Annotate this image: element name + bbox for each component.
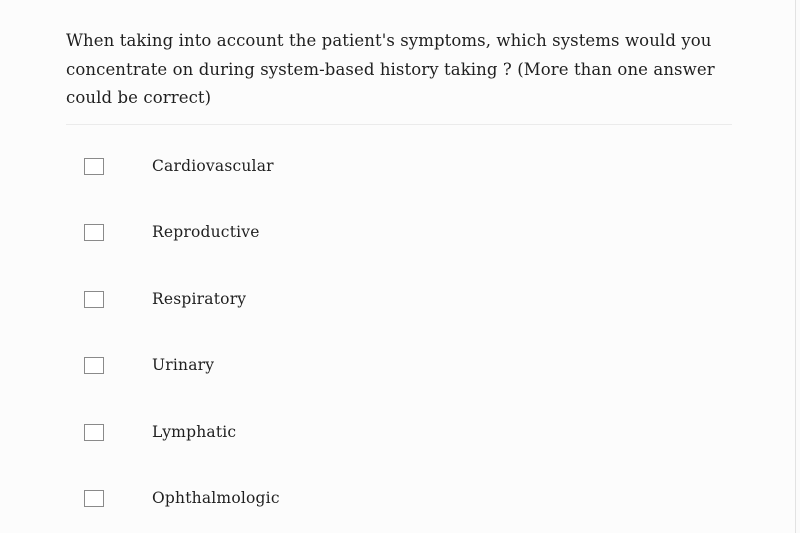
checkbox[interactable] (84, 158, 104, 175)
option-label: Ophthalmologic (152, 489, 280, 507)
checkbox[interactable] (84, 424, 104, 441)
checkbox[interactable] (84, 224, 104, 241)
option-label: Respiratory (152, 290, 247, 308)
option-label: Cardiovascular (152, 157, 274, 175)
option-label: Urinary (152, 356, 215, 374)
option-label: Reproductive (152, 223, 260, 241)
divider (66, 124, 732, 125)
option-cardiovascular[interactable] (84, 154, 684, 178)
checkbox[interactable] (84, 490, 104, 507)
checkbox[interactable] (84, 357, 104, 374)
option-reproductive[interactable] (84, 220, 684, 244)
option-label: Lymphatic (152, 423, 237, 441)
option-urinary[interactable] (84, 353, 684, 377)
option-ophthalmologic[interactable] (84, 486, 684, 510)
option-lymphatic[interactable] (84, 420, 684, 444)
checkbox[interactable] (84, 291, 104, 308)
question-text: When taking into account the patient's symptoms, which systems would you concentrate on during system-based history taking ? (More than one answer could be correct) (66, 31, 715, 107)
option-respiratory[interactable] (84, 287, 684, 311)
